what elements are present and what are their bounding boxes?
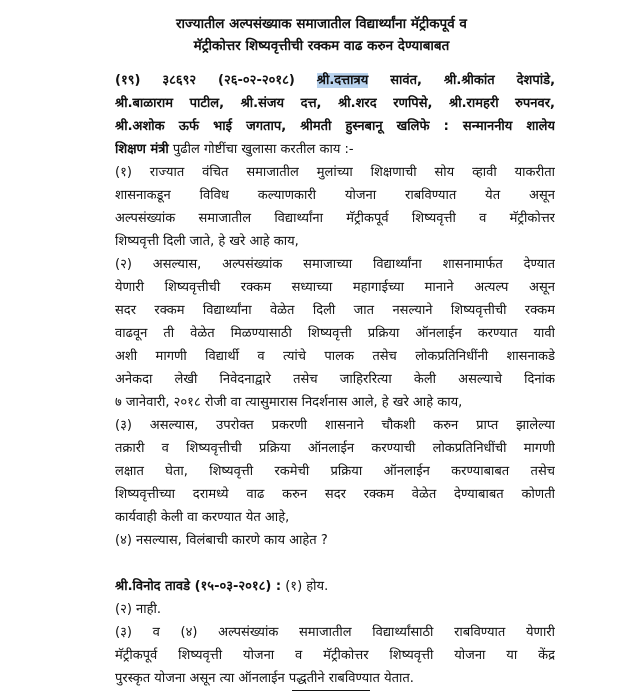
answer-part-3-4-line: मॅट्रीकपूर्व शिष्यवृत्ती योजना व मॅट्रीकोत्तर शिष्यवृत्ती योजना या केंद्र bbox=[115, 648, 555, 663]
question-part-2-line: वाढवून ती वेळेत मिळण्यासाठी शिष्यवृत्ती प्रक्रिया ऑनलाईन करण्यात यावी bbox=[115, 326, 555, 341]
answer-part-3-4-line: पुरस्कृत योजना असून त्या ऑनलाईन पद्धतीने राबविण्यात येतात. bbox=[115, 671, 414, 686]
question-part-3-line: कार्यवाही केली वा करण्यात येत आहे, bbox=[115, 510, 290, 525]
question-part-1-line: शिष्यवृत्ती दिली जाते, हे खरे आहे काय, bbox=[115, 234, 299, 249]
question-part-2-line: (२) असल्यास, अल्पसंख्यांक समाजाच्या विद्यार्थ्यांना शासनामार्फत देण्यात bbox=[115, 257, 555, 272]
question-header-line-3: श्री.अशोक ऊर्फ भाई जगताप, श्रीमती हुस्नबानू खलिफे : सन्माननीय शालेय bbox=[115, 119, 555, 134]
answer-part-3-4-line: (३) व (४) अल्पसंख्यांक समाजातील विद्यार्थ्यांसाठी राबविण्यात येणारी bbox=[115, 625, 555, 640]
document-title-line-2: मॅट्रीकोत्तर शिष्यवृत्तीची रक्कम वाढ करुन देण्याबाबत bbox=[193, 38, 450, 54]
question-intro: पुढील गोष्टींचा खुलासा करतील काय :- bbox=[172, 142, 354, 157]
question-part-2-line: अशी मागणी विद्यार्थी व त्यांचे पालक तसेच लोकप्रतिनिधींनी शासनाकडे bbox=[115, 349, 555, 364]
answer-part-2: (२) नाही. bbox=[115, 602, 162, 617]
question-part-3-line: तक्रारी व शिष्यवृत्तीची प्रक्रिया ऑनलाईन करण्याची लोकप्रतिनिधींची मागणी bbox=[115, 441, 555, 456]
question-part-3-line: शिष्यवृत्तीच्या दरामध्ये वाढ करुन सदर रक्कम वेळेत देण्याबाबत कोणती bbox=[115, 487, 555, 502]
minister-designation: शिक्षण मंत्री bbox=[115, 142, 169, 157]
question-header-line-2: श्री.बाळाराम पाटील, श्री.संजय दत्त, श्री.शरद रणपिसे, श्री.रामहरी रुपनवर, bbox=[115, 96, 555, 111]
question-header-line-1 bbox=[115, 70, 555, 92]
question-part-1-line: शासनाकडून विविध कल्याणकारी योजना राबविण्यात येत असून bbox=[115, 188, 555, 203]
question-part-2-line: अनेकदा लेखी निवेदनाद्वारे तसेच जाहिररित्या केली असल्याचे दिनांक bbox=[115, 372, 555, 387]
highlighted-mla-name[interactable]: श्री.दत्तात्रय bbox=[316, 73, 369, 88]
question-part-4: (४) नसल्यास, विलंबाची कारणे काय आहेत ? bbox=[115, 533, 328, 548]
question-part-3-line: (३) असल्यास, उपरोक्त प्रकरणी शासनाने चौकशी करुन प्राप्त झालेल्या bbox=[115, 418, 555, 433]
document-title-line-1: राज्यातील अल्पसंख्याक समाजातील विद्यार्थ्यांना मॅट्रीकपूर्व व bbox=[176, 16, 467, 32]
answer-part-1: (१) होय. bbox=[285, 579, 329, 594]
question-number: (१९) ३८६९२ (२६-०२-२०१८) bbox=[115, 73, 295, 88]
question-part-2-line: ७ जानेवारी, २०१८ रोजी वा त्यासुमारास निदर्शनास आले, हे खरे आहे काय, bbox=[115, 395, 463, 410]
question-header-line-4 bbox=[115, 139, 555, 161]
question-part-2-line: येणारी शिष्यवृत्तीची रक्कम सध्याच्या महागाईच्या मानाने अत्यल्प असून bbox=[115, 280, 555, 295]
mla-names-part-1: सावंत, श्री.श्रीकांत देशपांडे, bbox=[390, 73, 555, 88]
question-part-1-line: अल्पसंख्यांक समाजातील विद्यार्थ्यांना मॅट्रीकपूर्व शिष्यवृत्ती व मॅट्रीकोत्तर bbox=[115, 211, 555, 226]
answering-minister: श्री.विनोद तावडे (१५-०३-२०१८) : bbox=[115, 579, 282, 594]
question-part-3-line: लक्षात घेता, शिष्यवृत्ती रकमेची प्रक्रिया ऑनलाईन करण्याबाबत तसेच bbox=[115, 464, 555, 479]
question-part-1-line: (१) राज्यात वंचित समाजातील मुलांच्या शिक्षणाची सोय व्हावी याकरीता bbox=[115, 165, 555, 180]
answer-header-line bbox=[115, 576, 555, 598]
end-separator-line bbox=[292, 690, 370, 691]
question-part-2-line: सदर रक्कम विद्यार्थ्यांना वेळेत दिली जात नसल्याने शिष्यवृत्तीची रक्कम bbox=[115, 303, 555, 318]
